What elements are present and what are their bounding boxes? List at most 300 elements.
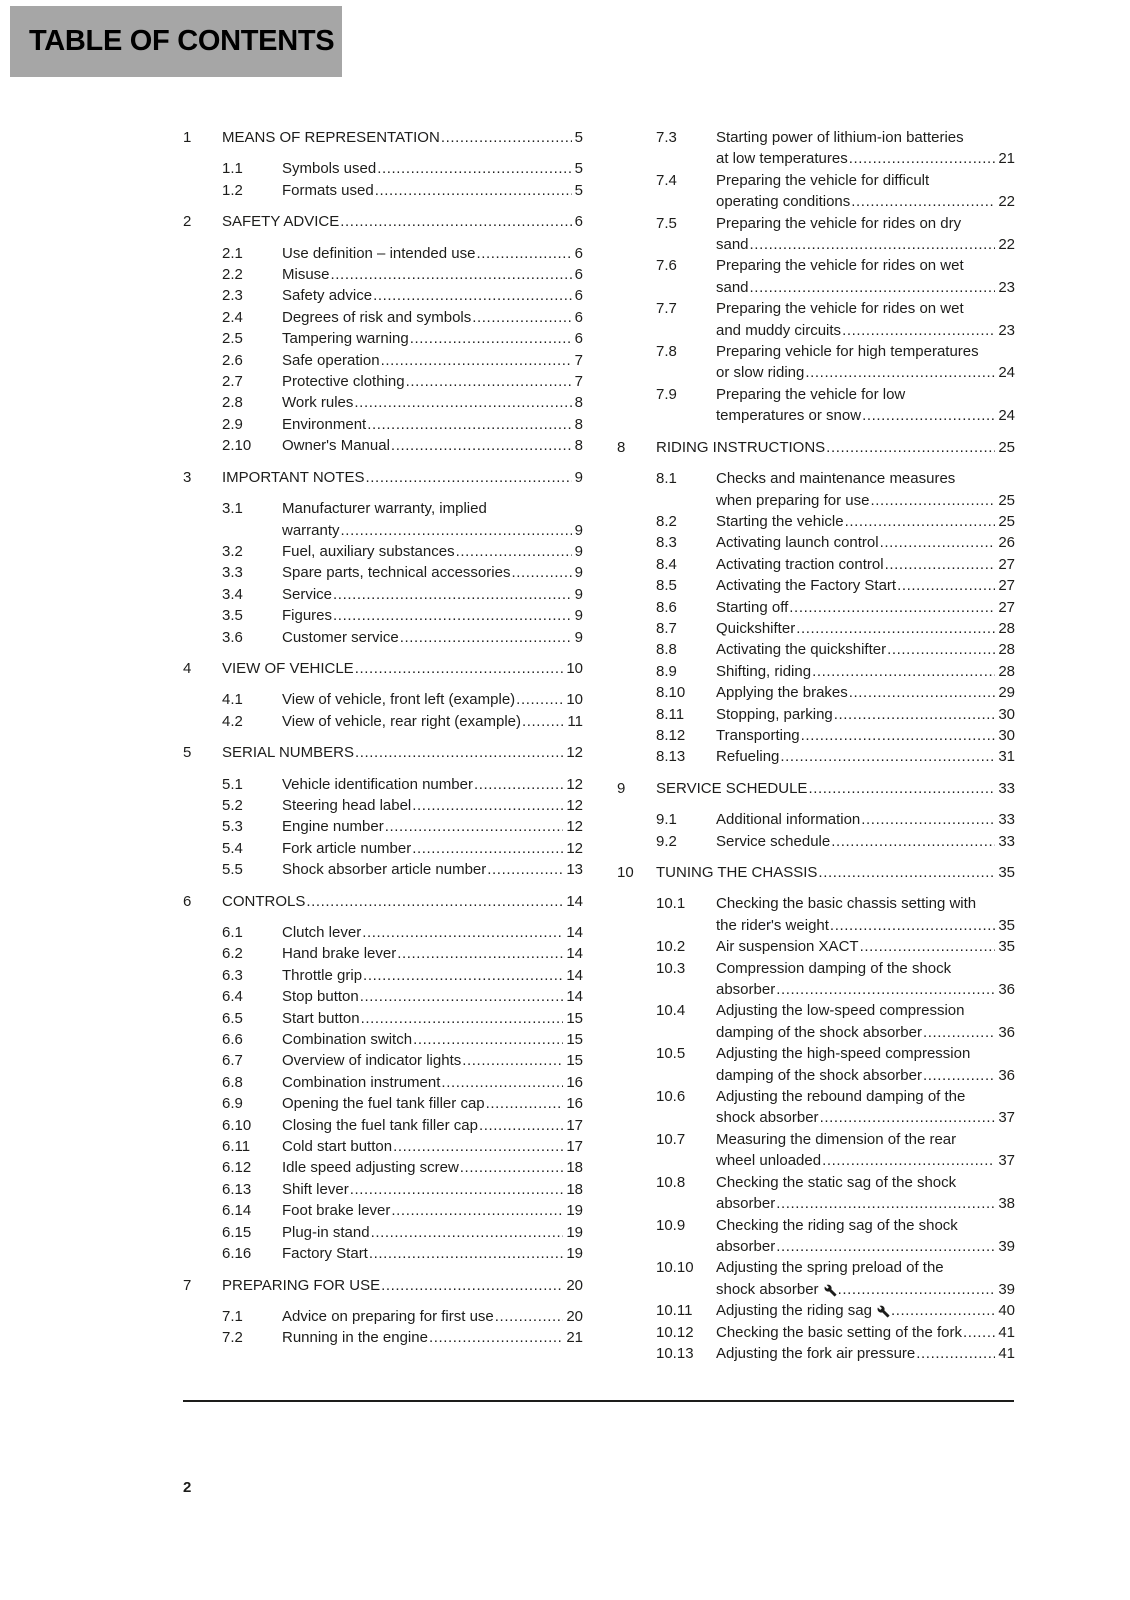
toc-section-6.5 — [183, 1008, 583, 1029]
toc-section-2.9 — [183, 414, 583, 435]
entry-number: 8.10 — [656, 684, 686, 702]
dot-leader — [860, 936, 996, 957]
entry-title-last-line — [716, 746, 1015, 767]
entry-title-line: Preparing the vehicle for low — [716, 385, 906, 403]
entry-body — [716, 554, 1015, 575]
entry-body — [282, 965, 583, 986]
entry-page-number: 27 — [998, 577, 1015, 595]
dot-leader — [845, 511, 996, 532]
entry-body — [282, 795, 583, 816]
toc-chapter-8 — [617, 437, 1015, 458]
entry-body — [716, 298, 1015, 341]
entry-page-number: 24 — [998, 364, 1015, 382]
entry-number: 2.7 — [222, 373, 243, 391]
entry-body — [282, 1008, 583, 1029]
entry-title-last-line — [716, 618, 1015, 639]
toc-section-10.4 — [617, 1000, 1015, 1043]
entry-title: or slow riding — [716, 364, 805, 382]
entry-title: Stopping, parking — [716, 705, 833, 723]
entry-number: 2.10 — [222, 437, 252, 455]
entry-page-number: 13 — [566, 861, 583, 879]
entry-number: 8.3 — [656, 534, 677, 552]
toc-section-5.3 — [183, 816, 583, 837]
entry-number: 10.7 — [656, 1130, 686, 1148]
toc-section-10.7 — [617, 1129, 1015, 1172]
entry-number: 10.11 — [656, 1302, 693, 1320]
entry-body — [282, 689, 583, 710]
entry-page-number: 21 — [998, 150, 1015, 168]
entry-title-last-line — [282, 350, 583, 371]
entry-title-last-line — [716, 511, 1015, 532]
entry-number: 10.10 — [656, 1259, 694, 1277]
entry-title: Shift lever — [282, 1180, 349, 1198]
entry-number: 2.8 — [222, 394, 243, 412]
entry-title: Service schedule — [716, 832, 831, 850]
entry-number: 6.1 — [222, 924, 243, 941]
entry-body — [282, 1072, 583, 1093]
entry-number: 5 — [183, 744, 192, 762]
entry-title: Activating the Factory Start — [716, 577, 897, 595]
entry-body — [716, 958, 1015, 1001]
entry-title: Misuse — [282, 266, 330, 284]
entry-title: Opening the fuel tank filler cap — [282, 1095, 485, 1113]
entry-title: operating conditions — [716, 193, 851, 211]
entry-title: Vehicle identification number — [282, 775, 473, 793]
entry-body — [282, 562, 583, 583]
entry-page-number: 19 — [566, 1245, 583, 1263]
entry-number: 5.1 — [222, 775, 243, 793]
dot-leader — [362, 922, 563, 943]
entry-number: 10.2 — [656, 938, 686, 956]
entry-page-number: 24 — [998, 407, 1015, 425]
dot-leader — [340, 211, 571, 232]
entry-body — [282, 1157, 583, 1178]
entry-number: 4.1 — [222, 691, 243, 709]
entry-title: IMPORTANT NOTES — [222, 468, 365, 486]
entry-title: absorber — [716, 981, 776, 999]
entry-title: Fuel, auxiliary substances — [282, 542, 455, 560]
entry-title: PREPARING FOR USE — [222, 1276, 381, 1294]
entry-title-last-line — [282, 414, 583, 435]
entry-body — [716, 255, 1015, 298]
entry-page-number: 29 — [998, 684, 1015, 702]
dot-leader — [472, 307, 571, 328]
entry-title: sand — [716, 236, 749, 254]
entry-number: 6.6 — [222, 1031, 243, 1049]
entry-page-number: 16 — [566, 1095, 583, 1113]
entry-number: 8.7 — [656, 619, 677, 637]
entry-number: 9 — [617, 779, 626, 797]
entry-number: 8.5 — [656, 577, 677, 595]
entry-body — [656, 437, 1015, 458]
entry-title-line: Adjusting the high-speed compression — [716, 1045, 971, 1063]
toc-section-6.13 — [183, 1179, 583, 1200]
dot-leader — [849, 682, 996, 703]
entry-body — [716, 1300, 1015, 1321]
dot-leader — [377, 158, 571, 179]
toc-section-6.15 — [183, 1222, 583, 1243]
dot-leader — [375, 180, 572, 201]
entry-number: 7.2 — [222, 1329, 243, 1347]
toc-section-8.3 — [617, 532, 1015, 553]
entry-title: Adjusting the riding sag — [716, 1302, 872, 1320]
entry-title: Foot brake lever — [282, 1202, 391, 1220]
entry-title: Customer service — [282, 628, 399, 646]
entry-title-line: Preparing vehicle for high temperatures — [716, 343, 979, 361]
entry-title-last-line — [282, 1029, 583, 1050]
entry-number: 6.4 — [222, 988, 243, 1006]
dot-leader — [369, 1243, 563, 1264]
entry-title-last-line — [716, 234, 1015, 255]
dot-leader — [897, 575, 995, 596]
entry-page-number: 35 — [998, 916, 1015, 934]
entry-body — [716, 809, 1015, 830]
dot-leader — [333, 605, 572, 626]
entry-title-last-line — [282, 1136, 583, 1157]
entry-body — [222, 467, 583, 488]
entry-title-last-line — [282, 371, 583, 392]
entry-body — [656, 862, 1015, 883]
entry-title-last-line — [716, 1022, 1015, 1043]
entry-title-last-line — [282, 795, 583, 816]
toc-chapter-3 — [183, 467, 583, 488]
dot-leader — [808, 778, 995, 799]
entry-title-last-line — [222, 211, 583, 232]
entry-body — [716, 682, 1015, 703]
entry-title-last-line — [282, 838, 583, 859]
entry-title-last-line — [282, 1093, 583, 1114]
entry-title: Stop button — [282, 988, 359, 1006]
entry-page-number: 8 — [574, 394, 583, 412]
entry-title-line: Adjusting the low-speed compression — [716, 1002, 965, 1020]
entry-page-number: 22 — [998, 193, 1015, 211]
entry-number: 1.2 — [222, 181, 243, 199]
entry-body — [282, 180, 583, 201]
dot-leader — [750, 277, 996, 298]
toc-section-10.5 — [617, 1043, 1015, 1086]
toc-section-8.12 — [617, 725, 1015, 746]
footer-rule — [183, 1400, 1014, 1402]
entry-title: Use definition – intended use — [282, 244, 476, 262]
entry-title-last-line — [282, 328, 583, 349]
entry-body — [716, 1129, 1015, 1172]
entry-page-number: 6 — [574, 308, 583, 326]
entry-title-last-line — [716, 639, 1015, 660]
entry-number: 6.12 — [222, 1159, 252, 1177]
dot-leader — [391, 435, 572, 456]
entry-title-last-line — [282, 986, 583, 1007]
entry-title: CONTROLS — [222, 892, 306, 910]
dot-leader — [880, 532, 996, 553]
dot-leader — [429, 1327, 563, 1348]
dot-leader — [410, 328, 572, 349]
entry-title-last-line — [282, 264, 583, 285]
dot-leader — [474, 774, 563, 795]
entry-page-number: 25 — [998, 491, 1015, 509]
entry-page-number: 28 — [998, 619, 1015, 637]
entry-title: Plug-in stand — [282, 1223, 370, 1241]
entry-number: 8.11 — [656, 705, 685, 723]
toc-section-8.4 — [617, 554, 1015, 575]
toc-section-6.3 — [183, 965, 583, 986]
dot-leader — [385, 816, 564, 837]
entry-body — [282, 1093, 583, 1114]
entry-title-line: Adjusting the rebound damping of the — [716, 1088, 966, 1106]
entry-number: 5.5 — [222, 861, 243, 879]
entry-title-line: Checks and maintenance measures — [716, 470, 956, 488]
toc-section-8.7 — [617, 618, 1015, 639]
entry-body — [716, 341, 1015, 384]
dot-leader — [391, 1200, 563, 1221]
entry-title: Degrees of risk and symbols — [282, 308, 472, 326]
entry-number: 7.7 — [656, 300, 677, 318]
entry-number: 8.6 — [656, 598, 677, 616]
dot-leader — [333, 584, 572, 605]
dot-leader — [367, 414, 571, 435]
entry-body — [282, 838, 583, 859]
toc-section-8.10 — [617, 682, 1015, 703]
toc-section-5.5 — [183, 859, 583, 880]
entry-number: 3 — [183, 468, 192, 486]
entry-number: 4 — [183, 659, 192, 677]
entry-title: Engine number — [282, 818, 384, 836]
entry-number: 5.4 — [222, 839, 243, 857]
entry-title-last-line — [656, 862, 1015, 883]
toc-section-5.1 — [183, 774, 583, 795]
dot-leader — [916, 1343, 995, 1364]
page-header — [10, 6, 342, 77]
toc-section-8.6 — [617, 597, 1015, 618]
entry-title-line: Checking the riding sag of the shock — [716, 1216, 958, 1234]
dot-leader — [331, 264, 572, 285]
entry-title-line: Preparing the vehicle for rides on wet — [716, 300, 964, 318]
entry-title-line: Preparing the vehicle for rides on wet — [716, 257, 964, 275]
entry-number: 6.3 — [222, 966, 243, 984]
entry-body — [282, 1222, 583, 1243]
entry-body — [282, 816, 583, 837]
entry-body — [282, 1179, 583, 1200]
entry-number: 3.1 — [222, 500, 243, 518]
entry-title: Steering head label — [282, 796, 412, 814]
toc-chapter-10 — [617, 862, 1015, 883]
toc-section-8.13 — [617, 746, 1015, 767]
dot-leader — [355, 742, 563, 763]
entry-number: 10.9 — [656, 1216, 686, 1234]
entry-title-last-line — [282, 1200, 583, 1221]
entry-page-number: 12 — [566, 839, 583, 857]
entry-page-number: 6 — [574, 213, 583, 231]
entry-title-last-line — [282, 435, 583, 456]
entry-page-number: 14 — [566, 945, 583, 963]
entry-number: 1.1 — [222, 160, 243, 178]
entry-title: Transporting — [716, 726, 800, 744]
entry-number: 6.2 — [222, 945, 243, 963]
entry-body — [716, 170, 1015, 213]
entry-number: 10.6 — [656, 1088, 686, 1106]
toc-section-10.8 — [617, 1172, 1015, 1215]
toc-section-9.1 — [617, 809, 1015, 830]
entry-title-last-line — [282, 285, 583, 306]
entry-body — [716, 1215, 1015, 1258]
dot-leader — [456, 541, 572, 562]
dot-leader — [412, 795, 563, 816]
entry-title: Safe operation — [282, 351, 380, 369]
dot-leader — [361, 1008, 564, 1029]
dot-leader — [870, 490, 995, 511]
entry-number: 3.6 — [222, 628, 243, 646]
entry-page-number: 38 — [998, 1195, 1015, 1213]
entry-body — [282, 986, 583, 1007]
entry-title: Figures — [282, 607, 333, 625]
entry-body — [716, 213, 1015, 256]
entry-page-number: 6 — [574, 287, 583, 305]
wrench-icon — [824, 1284, 837, 1297]
entry-page-number: 9 — [574, 468, 583, 486]
entry-title: Activating the quickshifter — [716, 641, 887, 659]
entry-title: Factory Start — [282, 1245, 368, 1263]
entry-title: temperatures or snow — [716, 407, 862, 425]
entry-number: 7.4 — [656, 171, 677, 189]
toc-section-3.2 — [183, 541, 583, 562]
entry-page-number: 19 — [566, 1223, 583, 1241]
toc-chapter-7 — [183, 1275, 583, 1296]
entry-title: Owner's Manual — [282, 437, 390, 455]
entry-title-last-line — [282, 859, 583, 880]
entry-title-last-line — [716, 682, 1015, 703]
dot-leader — [460, 1157, 564, 1178]
entry-title: Start button — [282, 1009, 360, 1027]
entry-body — [282, 1327, 583, 1348]
toc-section-2.5 — [183, 328, 583, 349]
entry-page-number: 18 — [566, 1180, 583, 1198]
entry-number: 6.7 — [222, 1052, 243, 1070]
entry-body — [716, 1257, 1015, 1300]
entry-page-number: 8 — [574, 415, 583, 433]
entry-title-last-line — [716, 1065, 1015, 1086]
dot-leader — [834, 704, 996, 725]
entry-title: SERVICE SCHEDULE — [656, 779, 808, 797]
entry-title-last-line — [716, 575, 1015, 596]
entry-number: 7.3 — [656, 129, 677, 146]
entry-body — [716, 1322, 1015, 1343]
entry-body — [716, 1000, 1015, 1043]
dot-leader — [862, 405, 995, 426]
dot-leader — [479, 1115, 563, 1136]
entry-number: 10.8 — [656, 1173, 686, 1191]
entry-page-number: 8 — [574, 437, 583, 455]
dot-leader — [486, 1093, 564, 1114]
entry-title: Cold start button — [282, 1138, 393, 1156]
toc-section-7.9 — [617, 384, 1015, 427]
entry-number: 8.2 — [656, 512, 677, 530]
entry-title-last-line — [716, 725, 1015, 746]
entry-title: Advice on preparing for first use — [282, 1307, 494, 1325]
toc-section-6.12 — [183, 1157, 583, 1178]
entry-page-number: 9 — [574, 521, 583, 539]
toc-section-10.6 — [617, 1086, 1015, 1129]
entry-title-last-line — [282, 307, 583, 328]
entry-page-number: 35 — [998, 864, 1015, 881]
entry-number: 6.9 — [222, 1095, 243, 1113]
entry-page-number: 37 — [998, 1109, 1015, 1127]
entry-body — [282, 243, 583, 264]
entry-title: Service — [282, 585, 333, 603]
entry-title-last-line — [282, 1072, 583, 1093]
entry-title-last-line — [716, 831, 1015, 852]
entry-page-number: 19 — [566, 1202, 583, 1220]
toc-section-8.9 — [617, 661, 1015, 682]
entry-number: 1 — [183, 129, 192, 146]
entry-title-last-line — [282, 689, 583, 710]
entry-page-number: 30 — [998, 726, 1015, 744]
entry-title: shock absorber — [716, 1280, 819, 1298]
entry-body — [716, 704, 1015, 725]
dot-leader — [354, 392, 571, 413]
dot-leader — [826, 437, 995, 458]
entry-number: 2 — [183, 213, 192, 231]
dot-leader — [350, 1179, 564, 1200]
entry-title-last-line — [282, 922, 583, 943]
entry-title: Combination instrument — [282, 1073, 441, 1091]
toc-section-7.7 — [617, 298, 1015, 341]
toc-section-10.11 — [617, 1300, 1015, 1321]
entry-title: the rider's weight — [716, 916, 829, 934]
dot-leader — [441, 127, 572, 148]
dot-leader — [789, 597, 995, 618]
entry-page-number: 33 — [998, 779, 1015, 797]
dot-leader — [861, 809, 995, 830]
entry-page-number: 36 — [998, 1023, 1015, 1041]
dot-leader — [822, 1150, 995, 1171]
dot-leader — [805, 362, 995, 383]
entry-body — [282, 158, 583, 179]
dot-leader — [360, 986, 564, 1007]
entry-number: 6.5 — [222, 1009, 243, 1027]
entry-page-number: 33 — [998, 811, 1015, 829]
dot-leader — [831, 831, 995, 852]
entry-number: 2.1 — [222, 244, 243, 262]
dot-leader — [522, 711, 564, 732]
entry-title-last-line — [222, 127, 583, 148]
entry-title-last-line — [716, 148, 1015, 169]
entry-page-number: 15 — [566, 1052, 583, 1070]
entry-page-number: 9 — [574, 628, 583, 646]
entry-body — [716, 893, 1015, 936]
entry-title-last-line — [222, 658, 583, 679]
entry-page-number: 17 — [566, 1116, 583, 1134]
entry-title: absorber — [716, 1237, 776, 1255]
entry-title: Idle speed adjusting screw — [282, 1159, 459, 1177]
entry-number: 8.1 — [656, 470, 677, 488]
entry-title: Refueling — [716, 748, 780, 766]
entry-title-last-line — [716, 532, 1015, 553]
dot-leader — [885, 554, 996, 575]
entry-body — [282, 1200, 583, 1221]
entry-number: 7.8 — [656, 343, 677, 361]
entry-page-number: 23 — [998, 278, 1015, 296]
entry-page-number: 25 — [998, 438, 1015, 456]
entry-title: View of vehicle, front left (example) — [282, 691, 516, 709]
toc-section-6.9 — [183, 1093, 583, 1114]
entry-body — [716, 127, 1015, 170]
entry-number: 6.8 — [222, 1073, 243, 1091]
entry-title-last-line — [222, 891, 583, 912]
entry-body — [716, 639, 1015, 660]
entry-number: 5.2 — [222, 796, 243, 814]
entry-page-number: 27 — [998, 555, 1015, 573]
dot-leader — [476, 243, 571, 264]
entry-body — [716, 384, 1015, 427]
